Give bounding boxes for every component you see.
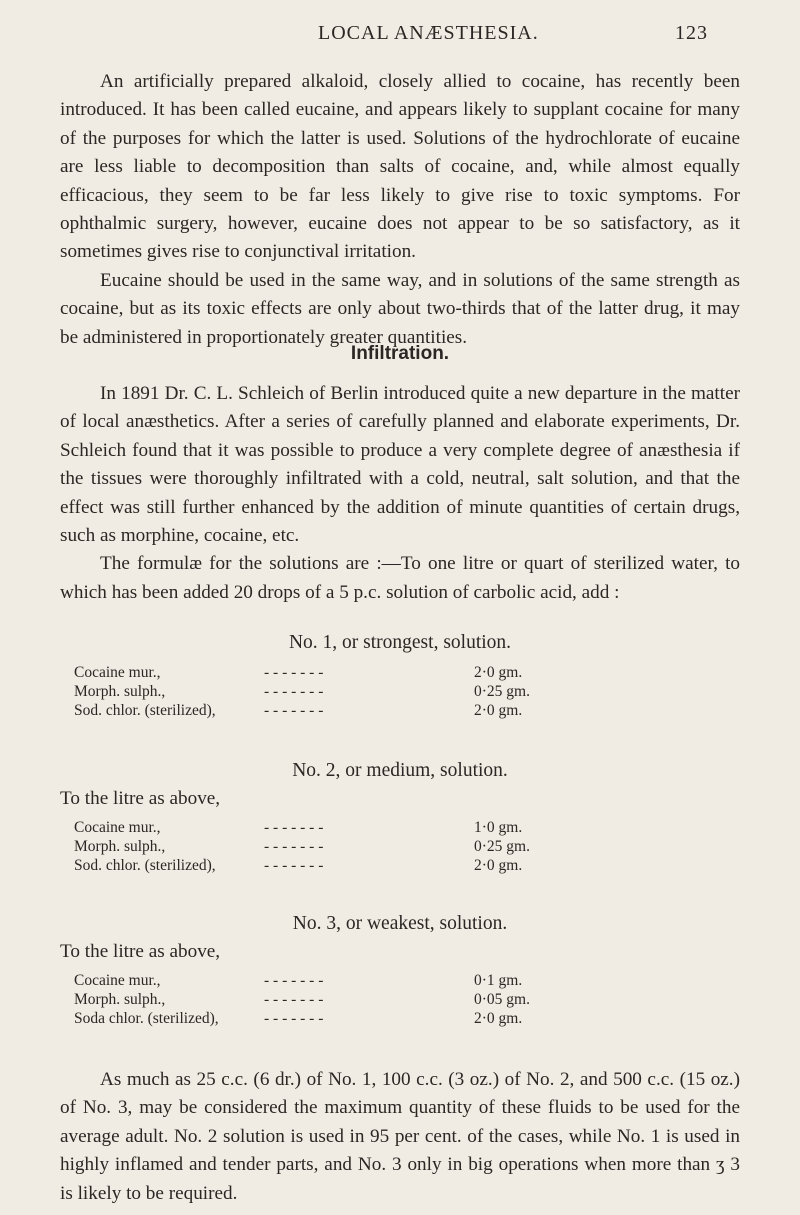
ingredient-row xyxy=(74,818,654,837)
ingredient-amount: 1·0 gm. xyxy=(474,819,523,836)
ingredient-name: Morph. sulph., xyxy=(74,991,166,1008)
page-number: 123 xyxy=(675,22,708,44)
paragraph-eucaine: An artificially prepared alkaloid, closely allied to cocaine, has recently been introduced. It has been called eucaine, and appears likely to supplant cocaine for many of the purposes for which the latter is used. Solutions of the hydrochlorate of eucaine are less liable to decomposition than salts of cocaine, and, while almost equally efficacious, they seem to be far less likely to give rise to toxic symptoms. For ophthalmic surgery, however, eucaine does not appear to be so satisfactory, as it sometimes gives rise to conjunctival irritation. xyxy=(60,71,740,263)
leader-dots: - - - - - - - xyxy=(264,819,324,836)
solution-3-ingredients xyxy=(74,971,654,1028)
paragraph-eucaine-usage: Eucaine should be used in the same way, and in solutions of the same strength as cocaine, but as its toxic effects are only about two-thirds that of the latter drug, it may be administered in proportionately greater quantities. xyxy=(60,269,740,348)
ingredient-amount: 0·05 gm. xyxy=(474,991,530,1008)
leader-dots: - - - - - - - xyxy=(264,664,324,681)
ingredient-amount: 0·25 gm. xyxy=(474,683,530,700)
ingredient-amount: 0·25 gm. xyxy=(474,838,530,855)
ingredient-row xyxy=(74,663,654,682)
ingredient-row xyxy=(74,701,654,720)
solution-3-title: No. 3, or weakest, solution. xyxy=(292,913,508,934)
ingredient-row xyxy=(74,971,654,990)
section-heading: Infiltration. xyxy=(350,343,450,364)
leader-dots: - - - - - - - xyxy=(264,857,324,874)
body-text-top xyxy=(60,68,740,352)
ingredient-row xyxy=(74,856,654,875)
ingredient-amount: 2·0 gm. xyxy=(474,1010,523,1027)
body-text-bottom xyxy=(60,1066,740,1208)
ingredient-row xyxy=(74,837,654,856)
ingredient-amount: 0·1 gm. xyxy=(474,972,523,989)
leader-dots: - - - - - - - xyxy=(264,1010,324,1027)
solution-2-subtitle: To the litre as above, xyxy=(60,788,221,809)
paragraph-formulae: The formulæ for the solutions are :—To one litre or quart of sterilized water, to which has been added 20 drops of a 5 p.c. solution of carbolic acid, add : xyxy=(60,553,740,603)
ingredient-name: Cocaine mur., xyxy=(74,664,161,681)
ingredient-row xyxy=(74,990,654,1009)
ingredient-name: Cocaine mur., xyxy=(74,819,161,836)
body-text-middle xyxy=(60,380,740,607)
ingredient-name: Soda chlor. (sterilized), xyxy=(74,1010,219,1027)
ingredient-name: Sod. chlor. (sterilized), xyxy=(74,857,216,874)
paragraph-quantities: As much as 25 c.c. (6 dr.) of No. 1, 100 c.c. (3 oz.) of No. 2, and 500 c.c. (15 oz.) of No. 3, may be considered the maximum quantity of these fluids to be used for the average adult. No. 2 solution is used in 95 per cent. of the cases, while No. 1 is used in highly inflamed and tender parts, and No. 3 only in big operations when more than ʒ 3 is likely to be required. xyxy=(60,1069,740,1204)
running-title: LOCAL ANÆSTHESIA. xyxy=(318,22,539,44)
leader-dots: - - - - - - - xyxy=(264,702,324,719)
solution-2-ingredients xyxy=(74,818,654,875)
ingredient-row xyxy=(74,682,654,701)
ingredient-amount: 2·0 gm. xyxy=(474,664,523,681)
leader-dots: - - - - - - - xyxy=(264,972,324,989)
leader-dots: - - - - - - - xyxy=(264,991,324,1008)
leader-dots: - - - - - - - xyxy=(264,838,324,855)
ingredient-name: Cocaine mur., xyxy=(74,972,161,989)
ingredient-name: Morph. sulph., xyxy=(74,683,166,700)
ingredient-amount: 2·0 gm. xyxy=(474,857,523,874)
solution-1-ingredients xyxy=(74,663,654,720)
ingredient-amount: 2·0 gm. xyxy=(474,702,523,719)
paragraph-schleich: In 1891 Dr. C. L. Schleich of Berlin introduced quite a new departure in the matter of local anæsthetics. After a series of carefully planned and elaborate experiments, Dr. Schleich found that it was possible to produce a very complete degree of anæsthesia if the tissues were thoroughly infiltrated with a cold, neutral, salt solution, and that the effect was still further enhanced by the addition of minute quantities of certain drugs, such as morphine, cocaine, etc. xyxy=(60,383,740,547)
ingredient-name: Sod. chlor. (sterilized), xyxy=(74,702,216,719)
ingredient-name: Morph. sulph., xyxy=(74,838,166,855)
solution-2-title: No. 2, or medium, solution. xyxy=(292,760,508,781)
solution-1-title: No. 1, or strongest, solution. xyxy=(288,632,512,653)
ingredient-row xyxy=(74,1009,654,1028)
leader-dots: - - - - - - - xyxy=(264,683,324,700)
solution-3-subtitle: To the litre as above, xyxy=(60,941,221,962)
